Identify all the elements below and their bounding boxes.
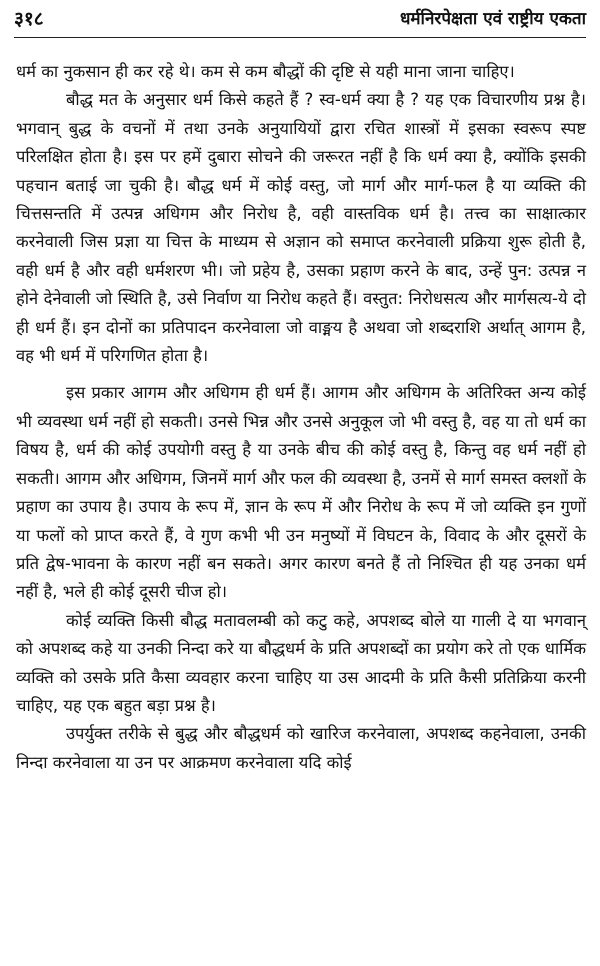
- header-rule: [14, 37, 586, 38]
- paragraph: कोई व्यक्ति किसी बौद्ध मतावलम्बी को कटु कहे, अपशब्द बोले या गाली दे या भगवान् को अपशब्द कहे या उनकी निन्दा करे या बौद्धधर्म के प्रति अपशब्दों का प्रयोग करे तो एक धार्मिक व्यक्ति को उसके प्रति कैसा व्यवहार करना चाहिए या उस आदमी के प्रति कैसी प्रतिक्रिया करनी चाहिए, यह एक बहुत बड़ा प्रश्न है।: [16, 610, 586, 715]
- paragraph: उपर्युक्त तरीके से बुद्ध और बौद्धधर्म को खारिज करनेवाला, अपशब्द कहनेवाला, उनकी निन्दा करनेवाला या उन पर आक्रमण करनेवाला यदि कोई: [16, 724, 586, 772]
- paragraph: धर्म का नुकसान ही कर रहे थे। कम से कम बौद्धों की दृष्टि से यही माना जाना चाहिए।: [16, 62, 515, 81]
- page-header: [14, 6, 586, 46]
- page-number: ३१८: [14, 8, 44, 30]
- paragraph: इस प्रकार आगम और अधिगम ही धर्म हैं। आगम और अधिगम के अतिरिक्त अन्य कोई भी व्यवस्था धर्म नहीं हो सकती। उनसे भिन्न और उनसे अनुकूल जो भी वस्तु है, वह या तो धर्म का विषय है, धर्म की कोई उपयोगी वस्तु है या उनके बीच की कोई वस्तु है, किन्तु वह धर्म नहीं हो सकती। आगम और अधिगम, जिनमें मार्ग और फल की व्यवस्था है, उनमें से मार्ग समस्त क्लशों के प्रहाण का उपाय है। उपाय के रूप में, ज्ञान के रूप में और निरोध के रूप में जो व्यक्ति इन गुणों या फलों को प्राप्त करते हैं, वे गुण कभी भी उन मनुष्यों में विघटन के, विवाद के और दूसरों के प्रति द्वेष-भावना के कारण नहीं बन सकते। अगर कारण बनते हैं तो निश्चित ही यह उनका धर्म नहीं है, भले ही कोई दूसरी चीज हो।: [16, 383, 586, 602]
- page-body: [16, 58, 586, 777]
- running-title: धर्मनिरपेक्षता एवं राष्ट्रीय एकता: [399, 9, 586, 29]
- paragraph: बौद्ध मत के अनुसार धर्म किसे कहते हैं ? स्व-धर्म क्या है ? यह एक विचारणीय प्रश्न है। भगवान् बुद्ध के वचनों में तथा उनके अनुयायियों द्वारा रचित शास्त्रों में इसका स्वरूप स्पष्ट परिलक्षित होता है। इस पर हमें दुबारा सोचने की जरूरत नहीं है कि धर्म क्या है, क्योंकि इसकी पहचान बताई जा चुकी है। बौद्ध धर्म में कोई वस्तु, जो मार्ग और मार्ग-फल है या व्यक्ति की चित्तसन्तति में उत्पन्न अधिगम और निरोध है, वही वास्तविक धर्म है। तत्त्व का साक्षात्कार करनेवाली जिस प्रज्ञा या चित्त के माध्यम से अज्ञान को समाप्त करनेवाली प्रक्रिया शुरू होती है, वही धर्म है और वही धर्मशरण भी। जो प्रहेय है, उसका प्रहाण करने के बाद, उन्हें पुन: उत्पन्न न होने देनेवाली जो स्थिति है, उसे निर्वाण या निरोध कहते हैं। वस्तुत: निरोधसत्य और मार्गसत्य-ये दो ही धर्म हैं। इन दोनों का प्रतिपादन करनेवाला जो वाङ्मय है अथवा जो शब्दराशि अर्थात् आगम है, वह भी धर्म में परिगणित होता है।: [16, 90, 586, 366]
